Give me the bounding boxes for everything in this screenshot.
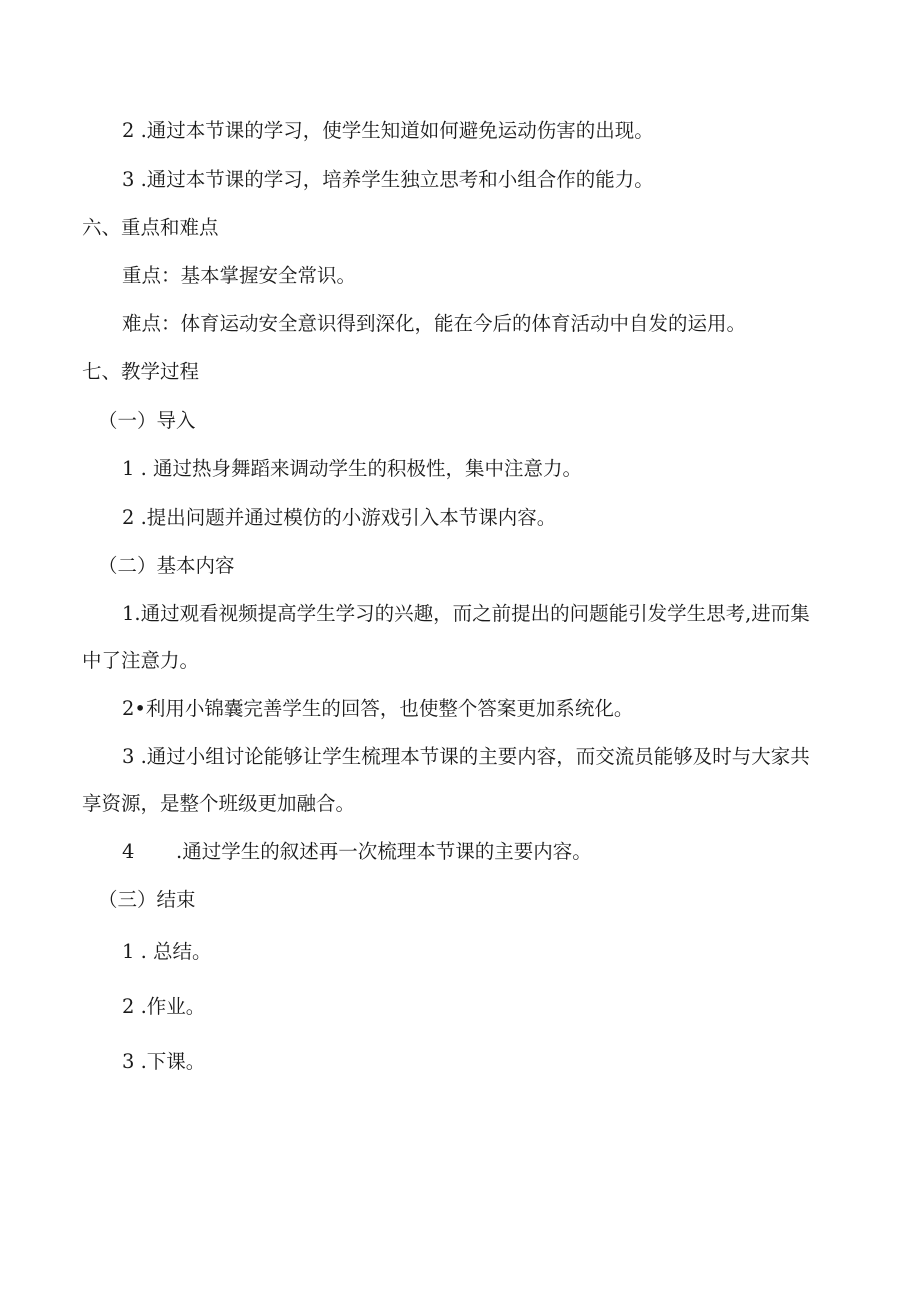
part-1-heading: （一）导入	[98, 409, 196, 432]
difficulty-text: 难点：体育运动安全意识得到深化，能在今后的体育活动中自发的运用。	[122, 312, 747, 335]
part-1-item-1: 1 . 通过热身舞蹈来调动学生的积极性，集中注意力。	[122, 457, 583, 480]
part-2-item-3-line-1: 3 .通过小组讨论能够让学生梳理本节课的主要内容，而交流员能够及时与大家共	[122, 745, 810, 768]
part-2-item-4	[122, 840, 592, 864]
part-2-item-1-line-2: 中了注意力。	[82, 649, 200, 672]
section-6-heading: 六、重点和难点	[82, 216, 219, 239]
part-3-heading: （三）结束	[98, 888, 196, 911]
part-2-item-4-number: 4	[122, 840, 135, 863]
part-1-item-2: 2 .提出问题并通过模仿的小游戏引入本节课内容。	[122, 506, 557, 529]
objective-item-3: 3 .通过本节课的学习，培养学生独立思考和小组合作的能力。	[122, 168, 654, 191]
part-2-item-3-line-2: 享资源，是整个班级更加融合。	[82, 792, 356, 815]
part-3-item-2: 2 .作业。	[122, 995, 206, 1018]
key-point-text: 重点：基本掌握安全常识。	[122, 264, 357, 287]
part-3-item-1: 1 . 总结。	[122, 940, 212, 963]
section-7-heading: 七、教学过程	[82, 360, 200, 383]
part-2-item-2: 2•利用小锦囊完善学生的回答，也使整个答案更加系统化。	[122, 697, 634, 720]
part-2-item-4-text: .通过学生的叙述再一次梳理本节课的主要内容。	[176, 840, 592, 863]
part-3-item-3: 3 .下课。	[122, 1050, 206, 1073]
part-2-heading: （二）基本内容	[98, 554, 235, 577]
part-2-item-1-line-1: 1.通过观看视频提高学生学习的兴趣，而之前提出的问题能引发学生思考,进而集	[122, 602, 810, 625]
objective-item-2: 2 .通过本节课的学习，使学生知道如何避免运动伤害的出现。	[122, 119, 654, 142]
